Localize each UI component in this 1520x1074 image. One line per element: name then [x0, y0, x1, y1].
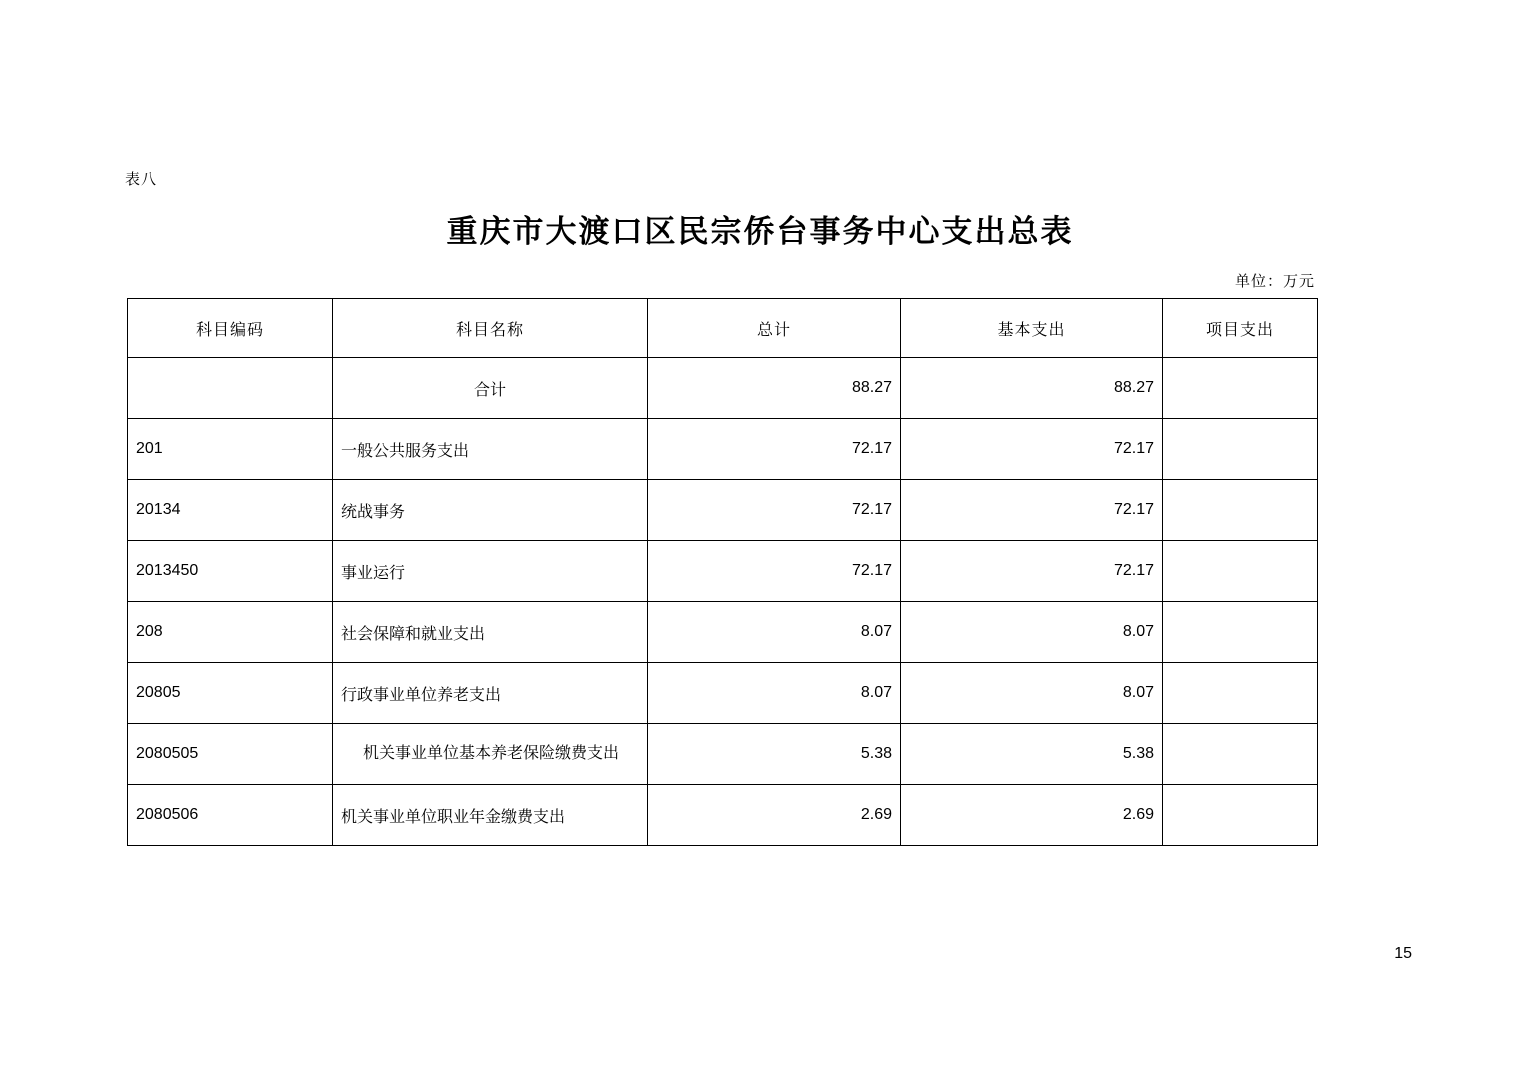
- cell-total: 2.69: [648, 785, 901, 846]
- cell-project: [1163, 358, 1318, 419]
- cell-code: 20134: [128, 480, 333, 541]
- cell-total: 88.27: [648, 358, 901, 419]
- cell-name: 一般公共服务支出: [333, 419, 648, 480]
- table-row: [128, 724, 1318, 785]
- cell-basic: 2.69: [901, 785, 1163, 846]
- cell-total: 72.17: [648, 480, 901, 541]
- cell-name: 机关事业单位基本养老保险缴费支出: [333, 724, 648, 785]
- page-number: 15: [1394, 945, 1412, 962]
- cell-total: 72.17: [648, 419, 901, 480]
- cell-name: 合计: [333, 358, 648, 419]
- cell-name: 统战事务: [333, 480, 648, 541]
- cell-basic: 8.07: [901, 602, 1163, 663]
- cell-name: 行政事业单位养老支出: [333, 663, 648, 724]
- table-row: [128, 419, 1318, 480]
- column-header-name: 科目名称: [333, 299, 648, 358]
- page-title: 重庆市大渡口区民宗侨台事务中心支出总表: [446, 214, 1074, 249]
- unit-note: 单位：万元: [1234, 273, 1315, 290]
- table-row: [128, 480, 1318, 541]
- cell-code: 2013450: [128, 541, 333, 602]
- cell-project: [1163, 480, 1318, 541]
- cell-basic: 8.07: [901, 663, 1163, 724]
- cell-code: 208: [128, 602, 333, 663]
- cell-project: [1163, 541, 1318, 602]
- cell-basic: 5.38: [901, 724, 1163, 785]
- table-body: [128, 358, 1318, 846]
- cell-code: 2080506: [128, 785, 333, 846]
- table-header-row: [128, 299, 1318, 358]
- cell-code: 2080505: [128, 724, 333, 785]
- expenditure-summary-table: [127, 298, 1318, 846]
- column-header-project: 项目支出: [1163, 299, 1318, 358]
- column-header-code: 科目编码: [128, 299, 333, 358]
- table-label: 表八: [125, 171, 158, 188]
- cell-total: 72.17: [648, 541, 901, 602]
- cell-code: 20805: [128, 663, 333, 724]
- table-header: [128, 299, 1318, 358]
- table-row: [128, 358, 1318, 419]
- column-header-basic: 基本支出: [901, 299, 1163, 358]
- cell-basic: 72.17: [901, 541, 1163, 602]
- table-row: [128, 785, 1318, 846]
- cell-name: 事业运行: [333, 541, 648, 602]
- cell-code: [128, 358, 333, 419]
- cell-project: [1163, 602, 1318, 663]
- cell-total: 8.07: [648, 602, 901, 663]
- table-row: [128, 602, 1318, 663]
- cell-total: 8.07: [648, 663, 901, 724]
- cell-name: 社会保障和就业支出: [333, 602, 648, 663]
- cell-name: 机关事业单位职业年金缴费支出: [333, 785, 648, 846]
- cell-code: 201: [128, 419, 333, 480]
- cell-project: [1163, 724, 1318, 785]
- cell-project: [1163, 785, 1318, 846]
- table-row: [128, 663, 1318, 724]
- column-header-total: 总计: [648, 299, 901, 358]
- cell-basic: 72.17: [901, 480, 1163, 541]
- cell-total: 5.38: [648, 724, 901, 785]
- table-row: [128, 541, 1318, 602]
- cell-basic: 88.27: [901, 358, 1163, 419]
- cell-project: [1163, 419, 1318, 480]
- cell-project: [1163, 663, 1318, 724]
- cell-basic: 72.17: [901, 419, 1163, 480]
